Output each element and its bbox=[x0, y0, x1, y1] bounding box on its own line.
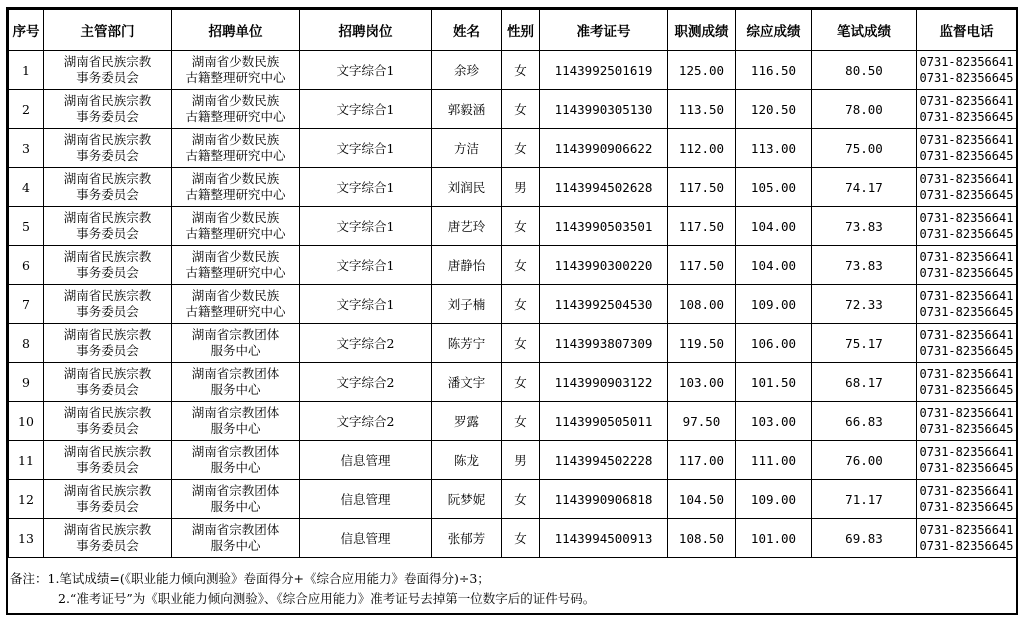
cell-ticket: 1143990503501 bbox=[540, 207, 668, 246]
cell-unit bbox=[172, 51, 300, 90]
cell-unit-line: 湖南省宗教团体 bbox=[191, 327, 280, 342]
cell-zhice: 108.50 bbox=[668, 519, 736, 558]
table-row bbox=[9, 51, 1017, 90]
cell-dept-line: 事务委员会 bbox=[76, 226, 139, 241]
cell-bishi: 75.17 bbox=[812, 324, 917, 363]
cell-zhice: 103.00 bbox=[668, 363, 736, 402]
cell-bishi: 69.83 bbox=[812, 519, 917, 558]
cell-zongying: 104.00 bbox=[736, 207, 812, 246]
cell-bishi: 68.17 bbox=[812, 363, 917, 402]
cell-zongying: 103.00 bbox=[736, 402, 812, 441]
cell-dept bbox=[44, 363, 172, 402]
cell-zhice: 104.50 bbox=[668, 480, 736, 519]
cell-ticket: 1143994502228 bbox=[540, 441, 668, 480]
cell-gender: 男 bbox=[502, 441, 540, 480]
cell-name: 阮梦妮 bbox=[432, 480, 502, 519]
cell-dept-line: 事务委员会 bbox=[76, 382, 139, 397]
cell-zongying: 120.50 bbox=[736, 90, 812, 129]
cell-gender: 女 bbox=[502, 129, 540, 168]
cell-unit-line: 服务中心 bbox=[210, 538, 261, 553]
cell-dept-line: 事务委员会 bbox=[76, 109, 139, 124]
results-document bbox=[6, 7, 1018, 615]
cell-tel bbox=[917, 168, 1017, 207]
col-header-bishi: 笔试成绩 bbox=[812, 10, 917, 51]
cell-dept-line: 事务委员会 bbox=[76, 421, 139, 436]
cell-unit-line: 湖南省宗教团体 bbox=[191, 483, 280, 498]
cell-dept-line: 湖南省民族宗教 bbox=[63, 444, 152, 459]
cell-dept bbox=[44, 129, 172, 168]
cell-dept-line: 事务委员会 bbox=[76, 343, 139, 358]
cell-tel-line: 0731-82356641 bbox=[919, 211, 1014, 225]
cell-zongying: 109.00 bbox=[736, 285, 812, 324]
cell-gender: 女 bbox=[502, 519, 540, 558]
cell-dept bbox=[44, 51, 172, 90]
cell-tel-line: 0731-82356641 bbox=[919, 289, 1014, 303]
cell-unit bbox=[172, 129, 300, 168]
cell-dept-line: 湖南省民族宗教 bbox=[63, 483, 152, 498]
cell-name: 陈芳宁 bbox=[432, 324, 502, 363]
cell-gender: 女 bbox=[502, 90, 540, 129]
cell-zongying: 113.00 bbox=[736, 129, 812, 168]
cell-unit-line: 服务中心 bbox=[210, 382, 261, 397]
cell-tel-line: 0731-82356645 bbox=[919, 383, 1014, 397]
cell-unit-line: 古籍整理研究中心 bbox=[185, 187, 286, 202]
note-line-2: 2.“准考证号”为《职业能力倾向测验》、《综合应用能力》准考证号去掉第一位数字后的证件号码。 bbox=[58, 591, 596, 606]
cell-tel bbox=[917, 51, 1017, 90]
cell-unit bbox=[172, 246, 300, 285]
table-row bbox=[9, 363, 1017, 402]
cell-unit bbox=[172, 168, 300, 207]
cell-name: 陈龙 bbox=[432, 441, 502, 480]
cell-no: 8 bbox=[9, 324, 44, 363]
cell-ticket: 1143990903122 bbox=[540, 363, 668, 402]
cell-dept-line: 湖南省民族宗教 bbox=[63, 405, 152, 420]
cell-unit-line: 湖南省少数民族 bbox=[191, 249, 280, 264]
cell-tel bbox=[917, 207, 1017, 246]
cell-unit-line: 古籍整理研究中心 bbox=[185, 148, 286, 163]
table-row bbox=[9, 90, 1017, 129]
cell-no: 11 bbox=[9, 441, 44, 480]
cell-gender: 女 bbox=[502, 480, 540, 519]
cell-tel bbox=[917, 363, 1017, 402]
table-row bbox=[9, 207, 1017, 246]
cell-name: 唐艺玲 bbox=[432, 207, 502, 246]
cell-dept bbox=[44, 168, 172, 207]
cell-dept-line: 事务委员会 bbox=[76, 499, 139, 514]
cell-dept bbox=[44, 480, 172, 519]
cell-zongying: 101.50 bbox=[736, 363, 812, 402]
notes bbox=[10, 569, 595, 609]
cell-dept-line: 湖南省民族宗教 bbox=[63, 366, 152, 381]
cell-post: 文字综合2 bbox=[300, 363, 432, 402]
cell-no: 9 bbox=[9, 363, 44, 402]
cell-name: 郭毅涵 bbox=[432, 90, 502, 129]
results-table bbox=[8, 9, 1017, 558]
cell-name: 刘子楠 bbox=[432, 285, 502, 324]
cell-post: 文字综合1 bbox=[300, 129, 432, 168]
cell-dept-line: 湖南省民族宗教 bbox=[63, 54, 152, 69]
cell-bishi: 72.33 bbox=[812, 285, 917, 324]
cell-zongying: 109.00 bbox=[736, 480, 812, 519]
cell-tel-line: 0731-82356645 bbox=[919, 461, 1014, 475]
cell-unit-line: 服务中心 bbox=[210, 343, 261, 358]
cell-no: 13 bbox=[9, 519, 44, 558]
cell-zhice: 108.00 bbox=[668, 285, 736, 324]
col-header-post: 招聘岗位 bbox=[300, 10, 432, 51]
cell-ticket: 1143994502628 bbox=[540, 168, 668, 207]
cell-zongying: 104.00 bbox=[736, 246, 812, 285]
cell-name: 余珍 bbox=[432, 51, 502, 90]
cell-zhice: 117.50 bbox=[668, 168, 736, 207]
cell-tel bbox=[917, 129, 1017, 168]
cell-zongying: 116.50 bbox=[736, 51, 812, 90]
cell-tel bbox=[917, 480, 1017, 519]
cell-unit-line: 服务中心 bbox=[210, 499, 261, 514]
cell-ticket: 1143990305130 bbox=[540, 90, 668, 129]
cell-dept-line: 事务委员会 bbox=[76, 187, 139, 202]
cell-dept bbox=[44, 285, 172, 324]
cell-zhice: 117.00 bbox=[668, 441, 736, 480]
cell-unit-line: 湖南省少数民族 bbox=[191, 93, 280, 108]
cell-tel-line: 0731-82356641 bbox=[919, 250, 1014, 264]
cell-name: 唐静怡 bbox=[432, 246, 502, 285]
cell-tel bbox=[917, 402, 1017, 441]
cell-unit-line: 湖南省少数民族 bbox=[191, 288, 280, 303]
cell-dept-line: 事务委员会 bbox=[76, 538, 139, 553]
cell-tel-line: 0731-82356641 bbox=[919, 172, 1014, 186]
cell-unit-line: 湖南省宗教团体 bbox=[191, 405, 280, 420]
cell-dept-line: 事务委员会 bbox=[76, 304, 139, 319]
cell-unit-line: 湖南省少数民族 bbox=[191, 171, 280, 186]
cell-unit bbox=[172, 402, 300, 441]
cell-post: 文字综合1 bbox=[300, 285, 432, 324]
cell-unit bbox=[172, 207, 300, 246]
cell-bishi: 73.83 bbox=[812, 207, 917, 246]
cell-dept-line: 湖南省民族宗教 bbox=[63, 288, 152, 303]
cell-unit bbox=[172, 90, 300, 129]
cell-dept-line: 湖南省民族宗教 bbox=[63, 210, 152, 225]
cell-post: 文字综合2 bbox=[300, 324, 432, 363]
cell-gender: 女 bbox=[502, 51, 540, 90]
cell-tel-line: 0731-82356645 bbox=[919, 422, 1014, 436]
cell-ticket: 1143992501619 bbox=[540, 51, 668, 90]
cell-dept-line: 事务委员会 bbox=[76, 70, 139, 85]
table-body bbox=[9, 51, 1017, 558]
cell-no: 7 bbox=[9, 285, 44, 324]
cell-ticket: 1143990906818 bbox=[540, 480, 668, 519]
cell-dept bbox=[44, 519, 172, 558]
cell-gender: 女 bbox=[502, 246, 540, 285]
cell-unit-line: 古籍整理研究中心 bbox=[185, 109, 286, 124]
cell-tel-line: 0731-82356641 bbox=[919, 328, 1014, 342]
table-row bbox=[9, 480, 1017, 519]
cell-zongying: 106.00 bbox=[736, 324, 812, 363]
cell-no: 4 bbox=[9, 168, 44, 207]
cell-unit bbox=[172, 285, 300, 324]
cell-gender: 女 bbox=[502, 402, 540, 441]
cell-tel bbox=[917, 246, 1017, 285]
col-header-ticket: 准考证号 bbox=[540, 10, 668, 51]
col-header-no: 序号 bbox=[9, 10, 44, 51]
cell-bishi: 74.17 bbox=[812, 168, 917, 207]
cell-unit bbox=[172, 441, 300, 480]
table-row bbox=[9, 441, 1017, 480]
table-row bbox=[9, 285, 1017, 324]
cell-tel-line: 0731-82356641 bbox=[919, 523, 1014, 537]
cell-bishi: 75.00 bbox=[812, 129, 917, 168]
cell-ticket: 1143994500913 bbox=[540, 519, 668, 558]
cell-unit-line: 湖南省宗教团体 bbox=[191, 366, 280, 381]
cell-dept bbox=[44, 90, 172, 129]
cell-unit-line: 湖南省少数民族 bbox=[191, 132, 280, 147]
cell-tel-line: 0731-82356645 bbox=[919, 227, 1014, 241]
table-row bbox=[9, 324, 1017, 363]
col-header-gender: 性别 bbox=[502, 10, 540, 51]
cell-bishi: 73.83 bbox=[812, 246, 917, 285]
table-row bbox=[9, 129, 1017, 168]
cell-dept-line: 事务委员会 bbox=[76, 148, 139, 163]
cell-zhice: 125.00 bbox=[668, 51, 736, 90]
cell-gender: 女 bbox=[502, 285, 540, 324]
cell-name: 张郁芳 bbox=[432, 519, 502, 558]
cell-tel-line: 0731-82356641 bbox=[919, 445, 1014, 459]
col-header-unit: 招聘单位 bbox=[172, 10, 300, 51]
cell-tel bbox=[917, 90, 1017, 129]
cell-dept bbox=[44, 402, 172, 441]
cell-tel-line: 0731-82356641 bbox=[919, 133, 1014, 147]
cell-unit bbox=[172, 363, 300, 402]
cell-bishi: 71.17 bbox=[812, 480, 917, 519]
cell-dept bbox=[44, 207, 172, 246]
cell-unit-line: 湖南省宗教团体 bbox=[191, 522, 280, 537]
cell-dept-line: 事务委员会 bbox=[76, 265, 139, 280]
cell-tel bbox=[917, 285, 1017, 324]
header-row bbox=[9, 10, 1017, 51]
cell-unit bbox=[172, 324, 300, 363]
cell-dept bbox=[44, 441, 172, 480]
cell-tel-line: 0731-82356641 bbox=[919, 94, 1014, 108]
cell-post: 信息管理 bbox=[300, 480, 432, 519]
cell-dept-line: 湖南省民族宗教 bbox=[63, 132, 152, 147]
cell-zongying: 105.00 bbox=[736, 168, 812, 207]
table-row bbox=[9, 168, 1017, 207]
cell-dept bbox=[44, 246, 172, 285]
cell-dept-line: 湖南省民族宗教 bbox=[63, 93, 152, 108]
cell-name: 潘文宇 bbox=[432, 363, 502, 402]
cell-unit-line: 湖南省少数民族 bbox=[191, 54, 280, 69]
cell-tel-line: 0731-82356645 bbox=[919, 149, 1014, 163]
cell-post: 文字综合1 bbox=[300, 207, 432, 246]
cell-name: 罗露 bbox=[432, 402, 502, 441]
cell-bishi: 80.50 bbox=[812, 51, 917, 90]
cell-tel bbox=[917, 324, 1017, 363]
cell-tel-line: 0731-82356645 bbox=[919, 305, 1014, 319]
cell-zhice: 113.50 bbox=[668, 90, 736, 129]
cell-ticket: 1143990300220 bbox=[540, 246, 668, 285]
cell-bishi: 78.00 bbox=[812, 90, 917, 129]
cell-no: 10 bbox=[9, 402, 44, 441]
cell-gender: 男 bbox=[502, 168, 540, 207]
cell-post: 文字综合1 bbox=[300, 168, 432, 207]
cell-tel-line: 0731-82356645 bbox=[919, 500, 1014, 514]
cell-no: 3 bbox=[9, 129, 44, 168]
cell-bishi: 76.00 bbox=[812, 441, 917, 480]
cell-zhice: 117.50 bbox=[668, 246, 736, 285]
table-row bbox=[9, 519, 1017, 558]
cell-tel-line: 0731-82356645 bbox=[919, 71, 1014, 85]
note-line-1: 备注：1.笔试成绩=(《职业能力倾向测验》卷面得分+《综合应用能力》卷面得分)÷3； bbox=[10, 571, 490, 586]
cell-tel bbox=[917, 519, 1017, 558]
table-row bbox=[9, 246, 1017, 285]
col-header-name: 姓名 bbox=[432, 10, 502, 51]
cell-tel-line: 0731-82356645 bbox=[919, 188, 1014, 202]
cell-no: 12 bbox=[9, 480, 44, 519]
cell-ticket: 1143993807309 bbox=[540, 324, 668, 363]
col-header-zongying: 综应成绩 bbox=[736, 10, 812, 51]
cell-dept-line: 湖南省民族宗教 bbox=[63, 249, 152, 264]
cell-ticket: 1143992504530 bbox=[540, 285, 668, 324]
cell-unit-line: 古籍整理研究中心 bbox=[185, 304, 286, 319]
cell-unit-line: 湖南省宗教团体 bbox=[191, 444, 280, 459]
cell-name: 方洁 bbox=[432, 129, 502, 168]
cell-no: 6 bbox=[9, 246, 44, 285]
cell-ticket: 1143990906622 bbox=[540, 129, 668, 168]
cell-tel-line: 0731-82356645 bbox=[919, 344, 1014, 358]
cell-post: 文字综合1 bbox=[300, 51, 432, 90]
cell-unit-line: 古籍整理研究中心 bbox=[185, 70, 286, 85]
cell-zhice: 117.50 bbox=[668, 207, 736, 246]
cell-zongying: 111.00 bbox=[736, 441, 812, 480]
cell-dept bbox=[44, 324, 172, 363]
cell-tel bbox=[917, 441, 1017, 480]
cell-unit-line: 服务中心 bbox=[210, 460, 261, 475]
cell-dept-line: 事务委员会 bbox=[76, 460, 139, 475]
cell-tel-line: 0731-82356641 bbox=[919, 55, 1014, 69]
cell-zhice: 97.50 bbox=[668, 402, 736, 441]
col-header-zhice: 职测成绩 bbox=[668, 10, 736, 51]
cell-gender: 女 bbox=[502, 207, 540, 246]
cell-gender: 女 bbox=[502, 324, 540, 363]
cell-no: 5 bbox=[9, 207, 44, 246]
cell-bishi: 66.83 bbox=[812, 402, 917, 441]
cell-tel-line: 0731-82356645 bbox=[919, 110, 1014, 124]
cell-dept-line: 湖南省民族宗教 bbox=[63, 522, 152, 537]
cell-unit-line: 古籍整理研究中心 bbox=[185, 226, 286, 241]
table-row bbox=[9, 402, 1017, 441]
cell-dept-line: 湖南省民族宗教 bbox=[63, 171, 152, 186]
cell-name: 刘润民 bbox=[432, 168, 502, 207]
cell-unit bbox=[172, 480, 300, 519]
cell-tel-line: 0731-82356641 bbox=[919, 484, 1014, 498]
cell-ticket: 1143990505011 bbox=[540, 402, 668, 441]
col-header-dept: 主管部门 bbox=[44, 10, 172, 51]
cell-dept-line: 湖南省民族宗教 bbox=[63, 327, 152, 342]
cell-unit-line: 服务中心 bbox=[210, 421, 261, 436]
cell-unit bbox=[172, 519, 300, 558]
cell-tel-line: 0731-82356641 bbox=[919, 367, 1014, 381]
col-header-tel: 监督电话 bbox=[917, 10, 1017, 51]
cell-no: 1 bbox=[9, 51, 44, 90]
cell-gender: 女 bbox=[502, 363, 540, 402]
cell-unit-line: 湖南省少数民族 bbox=[191, 210, 280, 225]
cell-unit-line: 古籍整理研究中心 bbox=[185, 265, 286, 280]
cell-post: 信息管理 bbox=[300, 441, 432, 480]
cell-post: 信息管理 bbox=[300, 519, 432, 558]
cell-post: 文字综合2 bbox=[300, 402, 432, 441]
cell-zongying: 101.00 bbox=[736, 519, 812, 558]
cell-no: 2 bbox=[9, 90, 44, 129]
cell-tel-line: 0731-82356645 bbox=[919, 539, 1014, 553]
cell-post: 文字综合1 bbox=[300, 246, 432, 285]
cell-tel-line: 0731-82356645 bbox=[919, 266, 1014, 280]
cell-zhice: 119.50 bbox=[668, 324, 736, 363]
cell-zhice: 112.00 bbox=[668, 129, 736, 168]
cell-tel-line: 0731-82356641 bbox=[919, 406, 1014, 420]
cell-post: 文字综合1 bbox=[300, 90, 432, 129]
